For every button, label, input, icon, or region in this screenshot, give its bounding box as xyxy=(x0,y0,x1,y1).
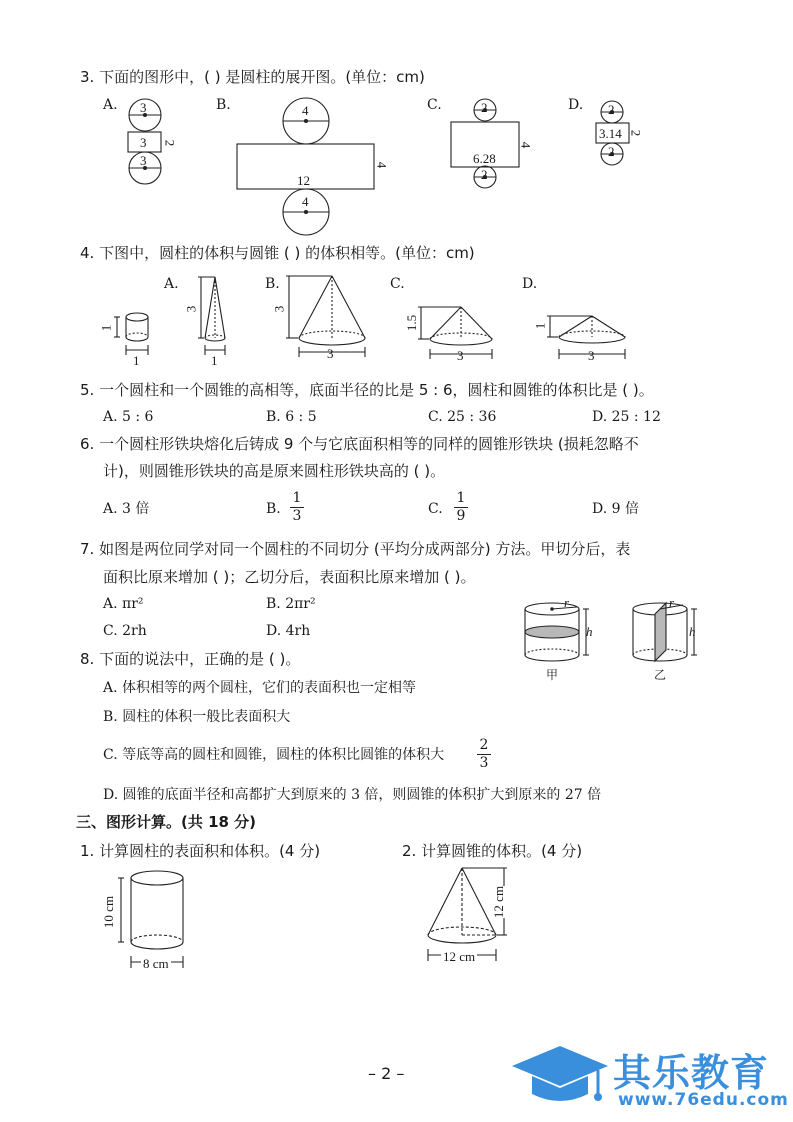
q4-b-h-label: 3 xyxy=(271,305,287,313)
q4-c-h-label: 1.5 xyxy=(404,314,420,332)
q7-figure-yi xyxy=(633,603,697,661)
q4-option-d[interactable]: D. xyxy=(522,276,538,292)
q4-cyl-h-label: 1 xyxy=(98,324,114,332)
q7-option-a[interactable]: A. πr² xyxy=(103,596,144,612)
q6-option-c-denominator: 9 xyxy=(456,508,466,524)
q7-option-b[interactable]: B. 2πr² xyxy=(266,596,316,612)
graduation-cap-icon xyxy=(510,1042,610,1112)
q7-jia-r-label: r xyxy=(564,595,570,610)
q4-cyl-d-label: 1 xyxy=(133,353,140,368)
page-number: – 2 – xyxy=(368,1064,405,1083)
calc-cylinder xyxy=(118,871,183,968)
section3-problem2: 2. 计算圆锥的体积。(4 分) xyxy=(402,842,583,860)
q8-option-c-denominator: 3 xyxy=(479,755,489,771)
q7-yi-caption: 乙 xyxy=(654,668,667,682)
q5-stem: 5. 一个圆柱和一个圆锥的高相等，底面半径的比是 5 : 6，圆柱和圆锥的体积比是 ( )。 xyxy=(80,381,654,399)
q8-option-c[interactable]: C. 等底等高的圆柱和圆锥，圆柱的体积比圆锥的体积大 xyxy=(103,747,445,763)
q6-option-c-fraction xyxy=(454,491,468,524)
q6-option-b-fraction xyxy=(290,491,304,524)
q3-b-side-label: 4 xyxy=(374,161,390,169)
q3-b-bottom-label: 4 xyxy=(302,194,309,209)
q4-c-d-label: 3 xyxy=(457,348,464,363)
q8-option-a[interactable]: A. 体积相等的两个圆柱，它们的表面积也一定相等 xyxy=(103,680,417,696)
q6-option-b-numerator: 1 xyxy=(292,490,302,506)
q7-option-d[interactable]: D. 4rh xyxy=(266,623,311,639)
q3-d-rect-label: 3.14 xyxy=(599,126,622,141)
q3-a-rect-label: 3 xyxy=(140,135,147,150)
q3-d-top-label: 2 xyxy=(608,102,615,117)
q8-option-c-numerator: 2 xyxy=(479,737,489,753)
q6-option-a[interactable]: A. 3 倍 xyxy=(103,501,150,517)
calc-cylinder-height-label: 10 cm xyxy=(101,895,117,929)
q8-option-d[interactable]: D. 圆锥的底面半径和高都扩大到原来的 3 倍，则圆锥的体积扩大到原来的 27 倍 xyxy=(103,787,602,803)
q3-option-a[interactable]: A. xyxy=(103,97,118,113)
q3-d-bottom-label: 2 xyxy=(608,144,615,159)
q7-stem-line2: 面积比原来增加 ( )；乙切分后，表面积比原来增加 ( )。 xyxy=(103,568,476,586)
q4-d-h-label: 1 xyxy=(532,322,548,330)
calc-cone-height-label: 12 cm xyxy=(491,885,507,919)
q4-cylinder xyxy=(114,313,148,355)
calc-cylinder-diameter-label: 8 cm xyxy=(143,956,169,971)
brand-url[interactable]: www.76edu.com xyxy=(618,1090,789,1110)
brand-logo xyxy=(510,1042,789,1112)
q7-yi-h-label: h xyxy=(689,624,696,639)
q5-option-a[interactable]: A. 5 : 6 xyxy=(103,409,154,425)
q6-stem-line1: 6. 一个圆柱形铁块熔化后铸成 9 个与它底面积相等的同样的圆锥形铁块 (损耗忽略不 xyxy=(80,435,639,453)
q3-a-side-label: 2 xyxy=(162,139,178,147)
q4-cone-d xyxy=(547,316,625,359)
q4-option-c[interactable]: C. xyxy=(390,276,405,292)
q3-option-c[interactable]: C. xyxy=(427,97,442,113)
q7-stem-line1: 7. 如图是两位同学对同一个圆柱的不同切分 (平均分成两部分) 方法。甲切分后，表 xyxy=(80,540,631,558)
q5-option-c[interactable]: C. 25 : 36 xyxy=(428,409,497,425)
q4-a-h-label: 3 xyxy=(183,305,199,313)
q7-jia-h-label: h xyxy=(586,624,593,639)
brand-name: 其乐教育 xyxy=(613,1051,770,1095)
q7-figure-jia xyxy=(525,603,589,661)
q4-stem: 4. 下图中，圆柱的体积与圆锥 ( ) 的体积相等。(单位：cm) xyxy=(80,244,475,262)
q3-c-side-label: 4 xyxy=(518,141,534,149)
q5-option-d[interactable]: D. 25 : 12 xyxy=(592,409,661,425)
q6-option-c-numerator: 1 xyxy=(456,490,466,506)
q8-stem: 8. 下面的说法中，正确的是 ( )。 xyxy=(80,650,301,668)
q7-jia-caption: 甲 xyxy=(546,668,559,682)
q3-option-b[interactable]: B. xyxy=(216,97,231,113)
q3-b-rect-label: 12 xyxy=(297,173,310,188)
q3-d-side-label: 2 xyxy=(628,129,644,137)
q6-stem-line2: 计)，则圆锥形铁块的高是原来圆柱形铁块高的 ( )。 xyxy=(103,462,446,480)
q3-c-rect-label: 6.28 xyxy=(473,151,496,166)
q4-option-a[interactable]: A. xyxy=(164,276,179,292)
q6-option-b-label[interactable]: B. xyxy=(266,501,281,517)
q4-b-d-label: 3 xyxy=(327,346,334,361)
q4-cone-a xyxy=(198,277,225,355)
q8-option-c-fraction xyxy=(477,738,491,771)
q4-a-d-label: 1 xyxy=(211,353,218,368)
q5-option-b[interactable]: B. 6 : 5 xyxy=(266,409,317,425)
q6-option-c-label[interactable]: C. xyxy=(428,501,443,517)
q7-option-c[interactable]: C. 2rh xyxy=(103,623,147,639)
q7-yi-r-label: r xyxy=(669,595,675,610)
q3-a-bottom-label: 3 xyxy=(140,153,147,168)
q6-option-b-denominator: 3 xyxy=(292,508,302,524)
q3-a-top-label: 3 xyxy=(140,100,147,115)
q4-cone-b xyxy=(286,276,365,357)
q4-d-d-label: 3 xyxy=(588,348,595,363)
q3-c-top-label: 2 xyxy=(481,100,488,115)
q3-option-d[interactable]: D. xyxy=(568,97,584,113)
q4-option-b[interactable]: B. xyxy=(265,276,280,292)
q6-option-d[interactable]: D. 9 倍 xyxy=(592,501,639,517)
section3-problem1: 1. 计算圆柱的表面积和体积。(4 分) xyxy=(80,842,321,860)
q3-stem: 3. 下面的图形中，( ) 是圆柱的展开图。(单位：cm) xyxy=(80,68,425,86)
q8-option-b[interactable]: B. 圆柱的体积一般比表面积大 xyxy=(103,709,291,725)
calc-cone-diameter-label: 12 cm xyxy=(443,949,476,964)
section3-title: 三、图形计算。(共 18 分) xyxy=(76,813,257,831)
q3-c-bottom-label: 2 xyxy=(481,167,488,182)
q3-b-top-label: 4 xyxy=(302,103,309,118)
q4-cone-c xyxy=(418,307,492,359)
